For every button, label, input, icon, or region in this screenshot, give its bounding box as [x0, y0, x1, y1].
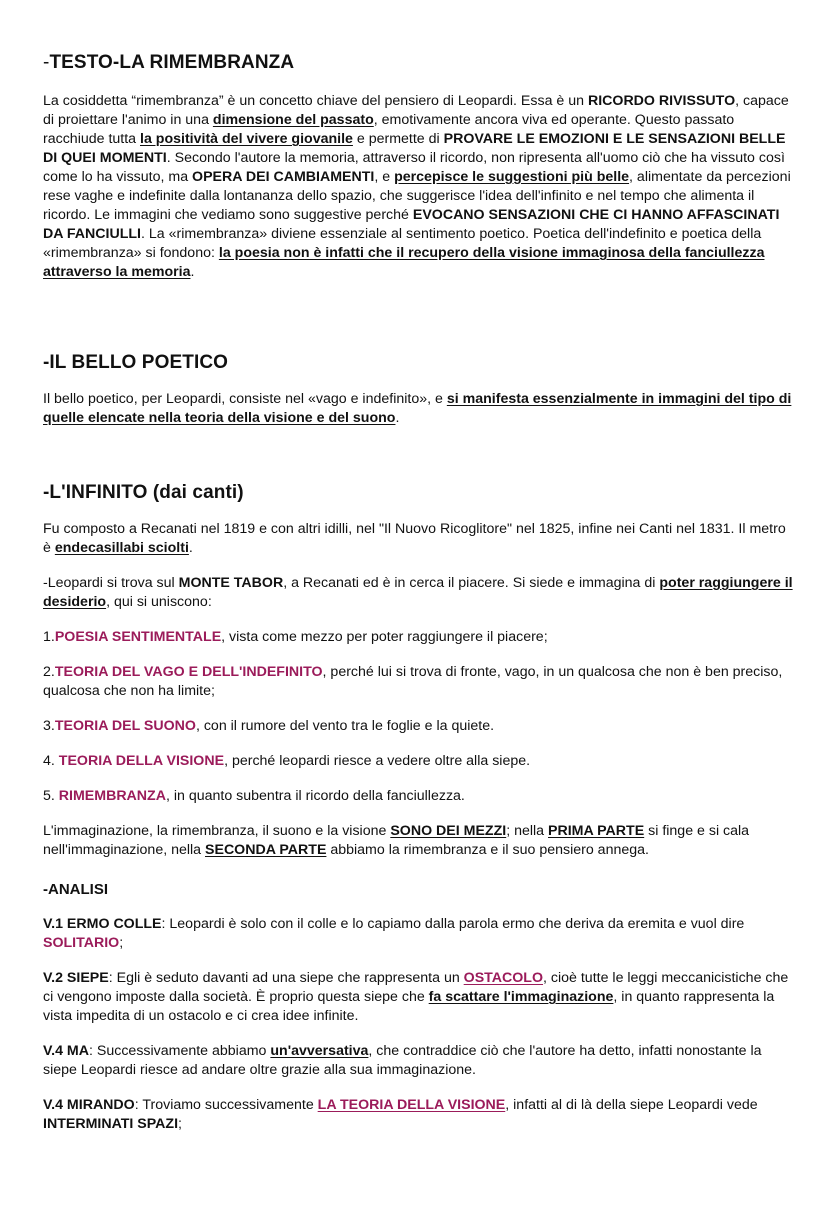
- list-item: 2.TEORIA DEL VAGO E DELL'INDEFINITO, perché lui si trova di fronte, vago, in un qualcosa che non è ben preciso, qualcosa che non ha limite;: [43, 664, 783, 699]
- list-item: 4. TEORIA DELLA VISIONE, perché leopardi riesce a vedere oltre alla siepe.: [43, 753, 531, 769]
- paragraph-bello-poetico: Il bello poetico, per Leopardi, consiste nel «vago e indefinito», e si manifesta essenzialmente in immagini del tipo di quelle elencate nella teoria della visione e del suono.: [43, 391, 792, 426]
- paragraph-rimembranza: La cosiddetta “rimembranza” è un concetto chiave del pensiero di Leopardi. Essa è un RICORDO RIVISSUTO, capace di proiettare l'animo in una dimensione del passato, emotivamente ancora viva ed operante. Questo passato racchiude tutta la positività del vivere giovanile e permette di PROVARE LE EMOZIONI E LE SENSAZIONI BELLE DI QUEI MOMENTI. Secondo l'autore la memoria, attraverso il ricordo, non ripresenta all'uomo ciò che ha vissuto così come lo ha vissuto, ma OPERA DEI CAMBIAMENTI, e percepisce le suggestioni più belle, alimentate da percezioni rese vaghe e indefinite dalla lontananza dello spazio, che suggerisce l'idea dell'infinito e nel tempo che alimenta il ricordo. Le immagini che vediamo sono suggestive perché EVOCANO SENSAZIONI CHE CI HANNO AFFASCINATI DA FANCIULLI. La «rimembranza» diviene essenziale al sentimento poetico. Poetica dell'indefinito e poetica della «rimembranza» si fondono: la poesia non è infatti che il recupero della visione immaginosa della fanciullezza attraverso la memoria.: [43, 93, 791, 280]
- analysis-v1: V.1 ERMO COLLE: Leopardi è solo con il colle e lo capiamo dalla parola ermo che deriva da eremita e vuol dire SOLITARIO;: [43, 916, 745, 951]
- analysis-v2: V.2 SIEPE: Egli è seduto davanti ad una siepe che rappresenta un OSTACOLO, cioè tutte le leggi meccanicistiche che ci vengono imposte dalla società. È proprio questa siepe che fa scattare l'immaginazione, in quanto rappresenta la vista impedita di un ostacolo e ci crea idee infinite.: [43, 970, 789, 1024]
- paragraph-composizione: Fu composto a Recanati nel 1819 e con altri idilli, nel "Il Nuovo Ricoglitore" nel 1825, infine nei Canti nel 1831. Il metro è endecasillabi sciolti.: [43, 521, 786, 556]
- section-infinito: [43, 482, 793, 860]
- section-title-infinito: -L'INFINITO (dai canti): [43, 482, 244, 503]
- section-title-bello-poetico: -IL BELLO POETICO: [43, 352, 229, 373]
- list-item: 5. RIMEMBRANZA, in quanto subentra il ricordo della fanciullezza.: [43, 788, 465, 804]
- section-title-rimembranza: -TESTO-LA RIMEMBRANZA: [43, 52, 295, 73]
- section-title-analisi: -ANALISI: [43, 881, 108, 898]
- analysis-v4-mirando: V.4 MIRANDO: Troviamo successivamente LA TEORIA DELLA VISIONE, infatti al di là della siepe Leopardi vede INTERMINATI SPAZI;: [43, 1097, 758, 1132]
- list-item: 3.TEORIA DEL SUONO, con il rumore del vento tra le foglie e la quiete.: [43, 718, 495, 734]
- paragraph-monte-tabor: -Leopardi si trova sul MONTE TABOR, a Recanati ed è in cerca il piacere. Si siede e immagina di poter raggiungere il desiderio, qui si uniscono:: [43, 575, 793, 610]
- section-analisi: [43, 881, 793, 1134]
- list-item: 1.POESIA SENTIMENTALE, vista come mezzo per poter raggiungere il piacere;: [43, 629, 548, 645]
- section-bello-poetico: [43, 352, 793, 428]
- section-rimembranza: [43, 52, 793, 282]
- analysis-v4-ma: V.4 MA: Successivamente abbiamo un'avversativa, che contraddice ciò che l'autore ha detto, infatti nonostante la siepe Leopardi riesce ad andare oltre grazie alla sua immaginazione.: [43, 1043, 762, 1078]
- paragraph-mezzi: L'immaginazione, la rimembranza, il suono e la visione SONO DEI MEZZI; nella PRIMA PARTE si finge e si cala nell'immaginazione, nella SECONDA PARTE abbiamo la rimembranza e il suo pensiero annega.: [43, 823, 750, 858]
